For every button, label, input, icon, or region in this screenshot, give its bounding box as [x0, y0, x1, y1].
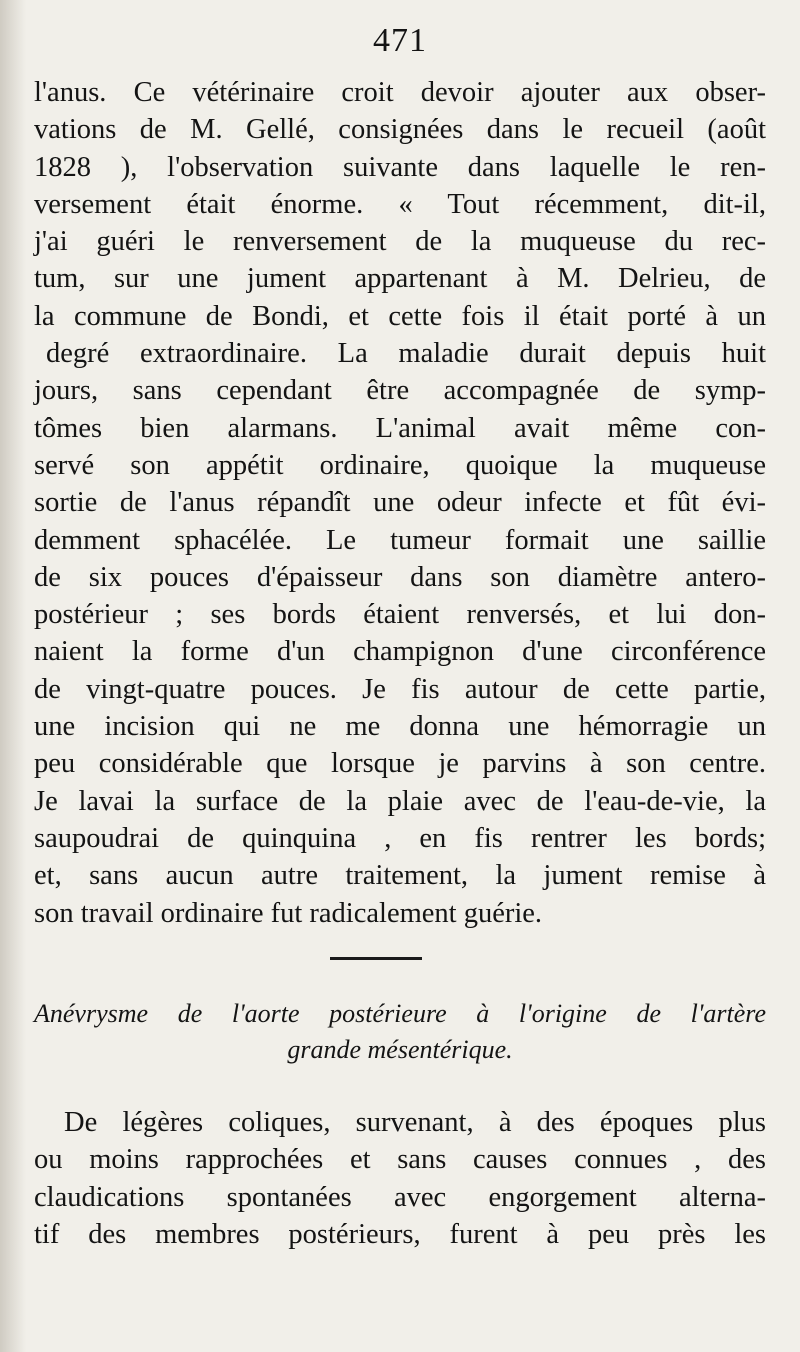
text-line: j'ai guéri le renversement de la muqueuse du rec-: [34, 226, 766, 258]
text-line: tômes bien alarmans. L'animal avait même con-: [34, 412, 766, 444]
text-line: sortie de l'anus répandît une odeur infecte et fût évi-: [34, 487, 766, 519]
text-line: ou moins rapprochées et sans causes connues , des: [34, 1144, 766, 1176]
section-heading-line-2: grande mésentérique.: [287, 1035, 513, 1064]
text-line: versement était énorme. « Tout récemment, dit-il,: [34, 188, 766, 220]
text-line: de vingt-quatre pouces. Je fis autour de cette partie,: [34, 673, 766, 705]
text-line: son travail ordinaire fut radicalement guérie.: [34, 897, 543, 929]
text-line: tif des membres postérieurs, furent à peu près les: [34, 1218, 766, 1250]
text-line: claudications spontanées avec engorgement alterna-: [34, 1181, 766, 1213]
text-line: de six pouces d'épaisseur dans son diamètre antero-: [34, 561, 766, 593]
text-line: saupoudrai de quinquina , en fis rentrer les bords;: [34, 822, 766, 854]
text-line: tum, sur une jument appartenant à M. Delrieu, de: [34, 263, 766, 295]
text-line: jours, sans cependant être accompagnée de symp-: [34, 375, 766, 407]
text-line: et, sans aucun autre traitement, la jument remise à: [34, 860, 766, 892]
text-line: demment sphacélée. Le tumeur formait une saillie: [34, 524, 766, 556]
text-line: la commune de Bondi, et cette fois il était porté à un: [34, 300, 766, 332]
paragraph-1: [34, 74, 766, 932]
paragraph-2: [34, 1104, 766, 1253]
text-line: peu considérable que lorsque je parvins à son centre.: [34, 748, 766, 780]
page-gutter-shadow: [0, 0, 26, 1352]
section-heading-line-1: Anévrysme de l'aorte postérieure à l'origine de l'artère: [34, 999, 766, 1028]
text-line: l'anus. Ce vétérinaire croit devoir ajouter aux obser-: [34, 77, 766, 108]
text-line: une incision qui ne me donna une hémorragie un: [34, 711, 766, 743]
text-line: 1828 ), l'observation suivante dans laquelle le ren-: [34, 151, 766, 183]
page-number: 471: [373, 22, 427, 59]
text-line: Je lavai la surface de la plaie avec de l'eau-de-vie, la: [34, 785, 766, 817]
section-heading: [34, 996, 766, 1068]
text-line: vations de M. Gellé, consignées dans le recueil (août: [34, 114, 766, 146]
text-line: naient la forme d'un champignon d'une circonférence: [34, 636, 766, 668]
text-line: degré extraordinaire. La maladie durait depuis huit: [46, 338, 766, 370]
text-line: postérieur ; ses bords étaient renversés, et lui don-: [34, 599, 766, 631]
text-line: De légères coliques, survenant, à des époques plus: [64, 1107, 766, 1138]
text-line: servé son appétit ordinaire, quoique la muqueuse: [34, 449, 766, 481]
section-divider: [330, 957, 422, 960]
